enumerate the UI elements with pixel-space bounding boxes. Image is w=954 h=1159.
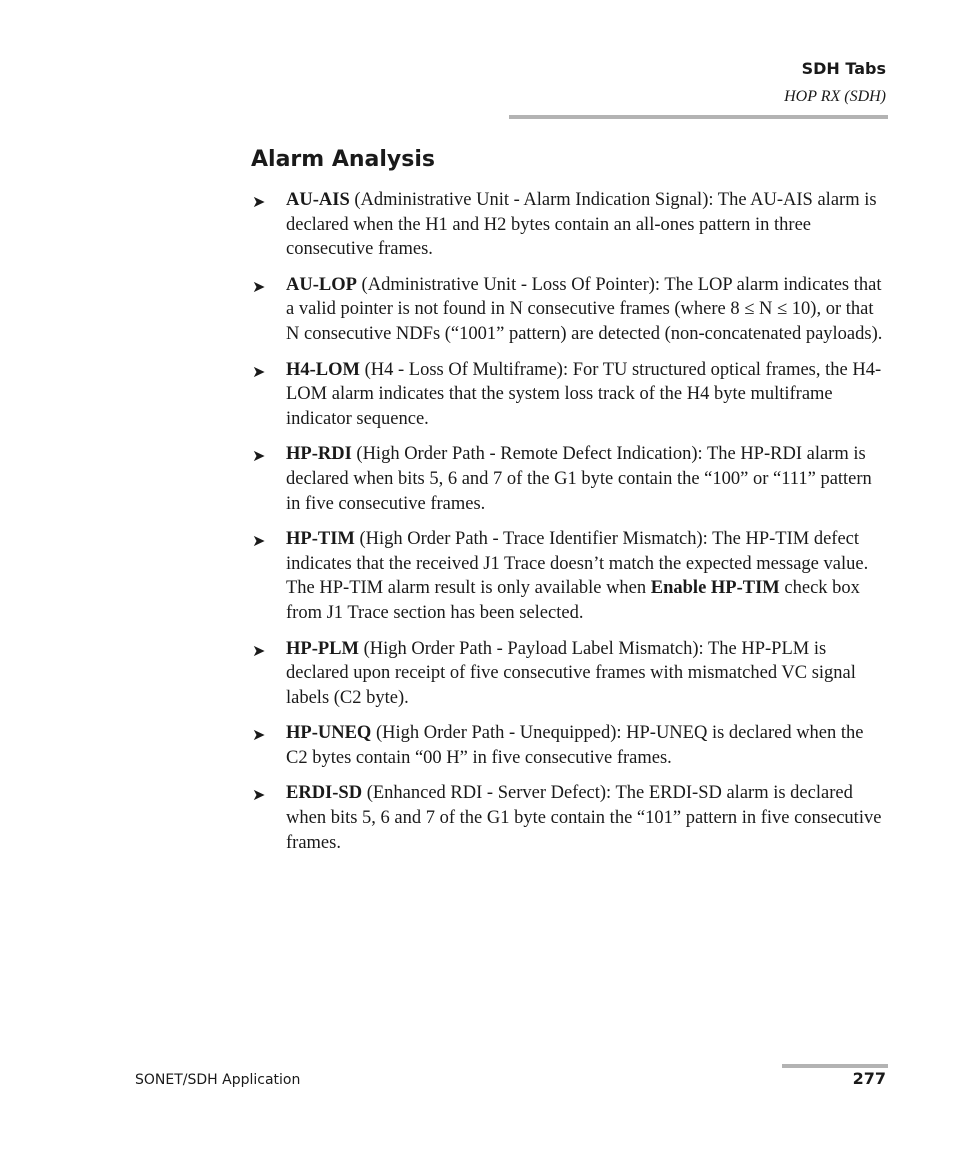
header-title: SDH Tabs: [801, 59, 886, 78]
alarm-description: (High Order Path - Unequipped): HP-UNEQ is declared when the C2 bytes contain “00 H” in five consecutive frames.: [286, 723, 864, 768]
alarm-item-hp-rdi: [252, 442, 888, 516]
alarm-item-au-lop: [252, 273, 888, 347]
page-number: 277: [852, 1069, 886, 1088]
arrow-bullet-icon: ➤: [252, 533, 266, 551]
alarm-description: (H4 - Loss Of Multiframe): For TU structured optical frames, the H4-LOM alarm indicates that the system loss track of the H4 byte multiframe indicator sequence.: [286, 359, 882, 429]
footer-document-title: SONET/SDH Application: [135, 1072, 301, 1088]
arrow-bullet-icon: ➤: [252, 448, 266, 466]
alarm-term: ERDI-SD: [286, 783, 363, 804]
alarm-item-h4-lom: [252, 358, 888, 432]
section-title: Alarm Analysis: [251, 147, 435, 172]
alarm-term: HP-TIM: [286, 529, 355, 550]
alarm-description: (High Order Path - Remote Defect Indication): The HP-RDI alarm is declared when bits 5, 6 and 7 of the G1 byte contain the “100” or “111” pattern in five consecutive frames.: [286, 444, 872, 514]
alarm-term: H4-LOM: [286, 359, 360, 380]
alarm-description-end: check box from J1 Trace section has been selected.: [286, 578, 860, 623]
arrow-bullet-icon: ➤: [252, 727, 266, 745]
header-subtitle: HOP RX (SDH): [784, 88, 886, 105]
alarm-description: (High Order Path - Payload Label Mismatch): The HP-PLM is declared upon receipt of five consecutive frames with mismatched VC signal labels (C2 byte).: [286, 638, 856, 708]
alarm-item-au-ais: [252, 188, 888, 262]
alarm-description: (Administrative Unit - Alarm Indication Signal): The AU-AIS alarm is declared when the H1 and H2 bytes contain an all-ones pattern in three consecutive frames.: [286, 190, 877, 260]
alarm-term: HP-UNEQ: [286, 723, 372, 744]
alarm-item-hp-uneq: [252, 721, 888, 770]
alarm-item-hp-plm: [252, 637, 888, 711]
alarm-item-hp-tim: [252, 527, 888, 625]
alarm-item-erdi-sd: [252, 781, 888, 855]
arrow-bullet-icon: ➤: [252, 194, 266, 211]
enable-hp-tim-reference: Enable HP-TIM: [650, 578, 780, 599]
arrow-bullet-icon: ➤: [252, 278, 266, 296]
alarm-term: HP-PLM: [286, 638, 359, 659]
alarm-term: AU-LOP: [286, 274, 357, 295]
alarm-term: HP-RDI: [286, 444, 352, 465]
header-rule: [509, 115, 888, 119]
alarm-term: AU-AIS: [286, 190, 350, 210]
running-header: [784, 58, 886, 108]
alarm-list: [252, 188, 888, 866]
alarm-description: (Enhanced RDI - Server Defect): The ERDI-SD alarm is declared when bits 5, 6 and 7 of the G1 byte contain the “101” pattern in five consecutive frames.: [286, 783, 882, 853]
arrow-bullet-icon: ➤: [252, 787, 266, 805]
alarm-description: (Administrative Unit - Loss Of Pointer): The LOP alarm indicates that a valid pointer is not found in N consecutive frames (where 8 ≤ N ≤ 10), or that N consecutive NDFs (“1001” pattern) are detected (non-concatenated payloads).: [286, 274, 883, 344]
alarm-description: (High Order Path - Trace Identifier Mismatch): The HP-TIM defect indicates that the received J1 Trace doesn’t match the expected message value. The HP-TIM alarm result is only available when: [286, 529, 869, 599]
arrow-bullet-icon: ➤: [252, 642, 266, 660]
arrow-bullet-icon: ➤: [252, 363, 266, 381]
